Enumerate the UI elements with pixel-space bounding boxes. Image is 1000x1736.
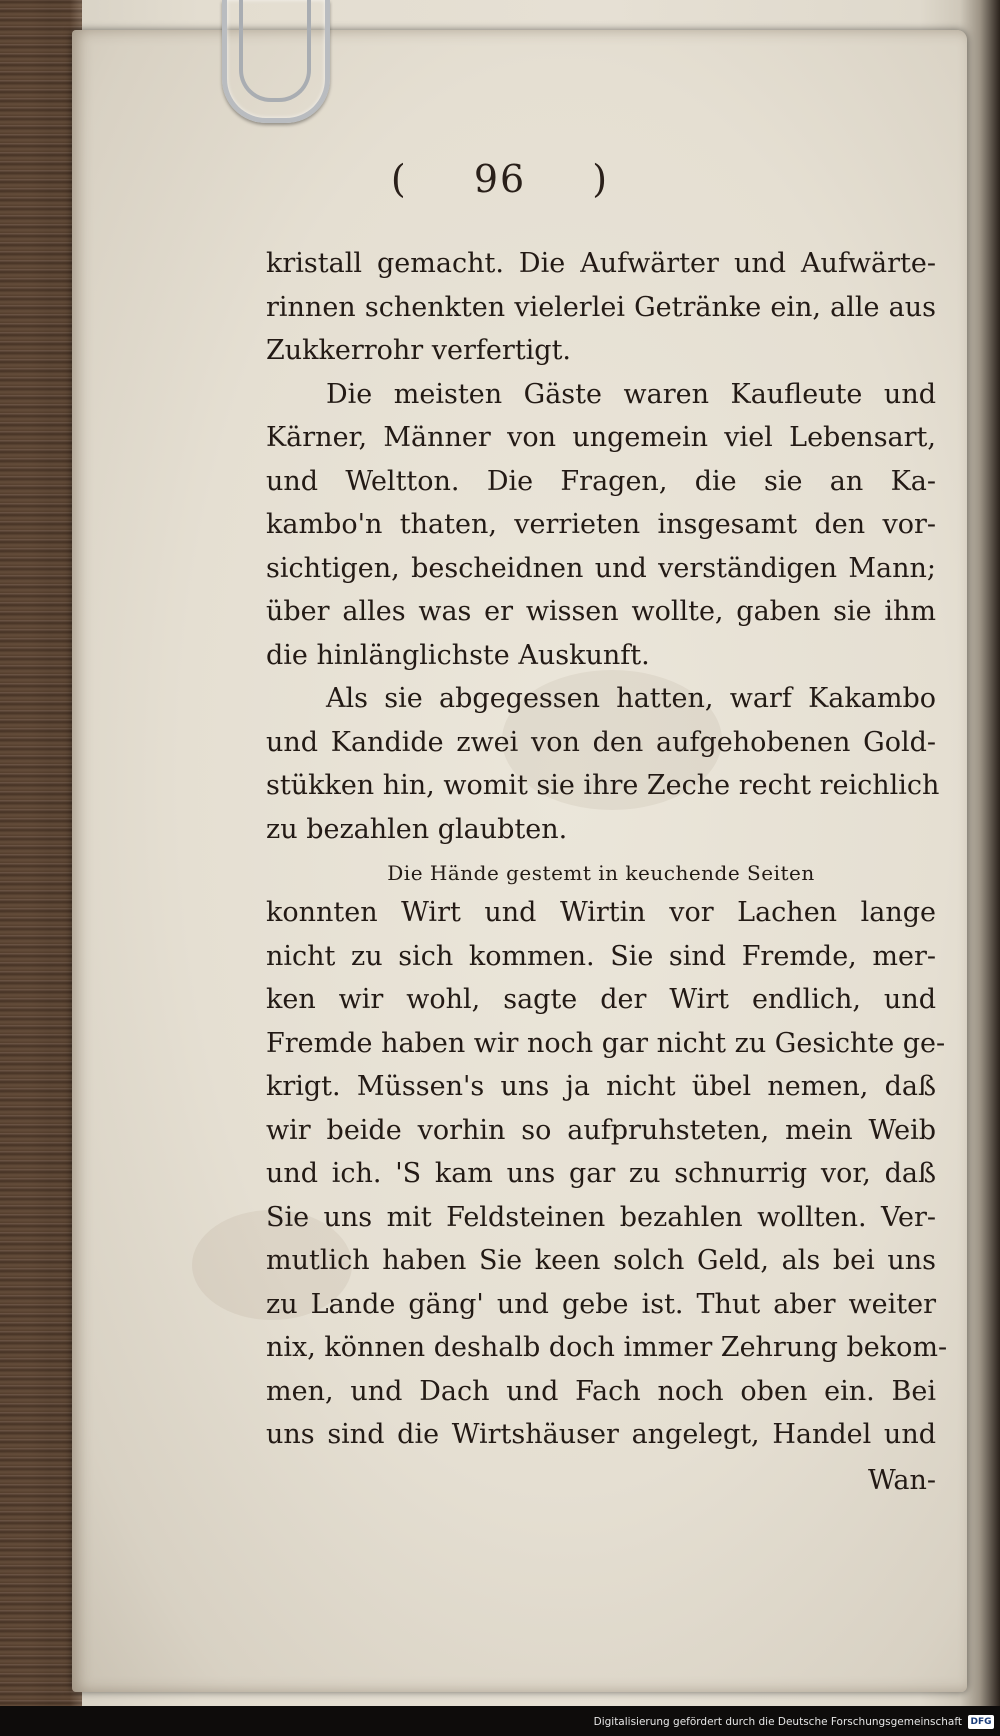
catchword: Wan- (867, 1464, 936, 1496)
text-line: krigt. Müssen's uns ja nicht übel nemen, daß (266, 1071, 936, 1102)
text-line: nix, können deshalb doch immer Zehrung bekom- (266, 1332, 948, 1363)
text-line: stükken hin, womit sie ihre Zeche recht reichlich (266, 770, 940, 801)
text-line: kambo'n thaten, verrieten insgesamt den vor- (266, 509, 936, 540)
text-line: und Weltton. Die Fragen, die sie an Ka- (266, 465, 936, 497)
verse-line: Die Hände gestemt in keuchende Seiten (387, 861, 815, 885)
text-line: wir beide vorhin so aufpruhsteten, mein Weib (266, 1114, 936, 1146)
text-line: Fremde haben wir noch gar nicht zu Gesichte ge- (266, 1027, 946, 1059)
text-line: Kärner, Männer von ungemein viel Lebensart, (266, 422, 936, 453)
text-line: und ich. 'S kam uns gar zu schnurrig vor, daß (266, 1158, 936, 1189)
body-text (266, 242, 948, 1502)
text-line: die hinlänglichste Auskunft. (266, 639, 650, 671)
footer-bar (0, 1706, 1000, 1736)
text-line: ken wir wohl, sagte der Wirt endlich, und (266, 984, 936, 1015)
text-line: kristall gemacht. Die Aufwärter und Aufwärte- (266, 248, 936, 279)
text-line: konnten Wirt und Wirtin vor Lachen lange (266, 897, 936, 928)
book-page-edges (0, 0, 82, 1736)
page-number-value: 96 (473, 157, 527, 201)
text-line: men, und Dach und Fach noch oben ein. Bei (266, 1375, 936, 1407)
dfg-logo: DFG (968, 1715, 994, 1729)
text-line: Als sie abgegessen hatten, warf Kakambo (326, 683, 936, 714)
text-line: zu Lande gäng' und gebe ist. Thut aber weiter (266, 1288, 936, 1320)
text-line: über alles was er wissen wollte, gaben sie ihm (266, 596, 936, 627)
text-line: mutlich haben Sie keen solch Geld, als bei uns (266, 1245, 936, 1276)
text-line: Zukkerrohr verfertigt. (266, 335, 572, 366)
text-line: und Kandide zwei von den aufgehobenen Gold- (266, 726, 936, 758)
paren-close: ) (592, 157, 610, 201)
text-line: zu bezahlen glaubten. (266, 813, 568, 845)
text-line: nicht zu sich kommen. Sie sind Fremde, mer- (266, 940, 936, 972)
digitization-credit: Digitalisierung gefördert durch die Deutsche Forschungsgemeinschaft (593, 1716, 962, 1728)
paper-clip (222, 0, 330, 123)
paren-open: ( (390, 157, 408, 201)
text-line: rinnen schenkten vielerlei Getränke ein, alle aus (266, 291, 936, 323)
page-number (0, 157, 1000, 201)
text-line: sichtigen, bescheidnen und verständigen Mann; (266, 552, 936, 584)
text-line: Sie uns mit Feldsteinen bezahlen wollten. Ver- (266, 1201, 936, 1233)
text-line: uns sind die Wirtshäuser angelegt, Handel und (266, 1419, 936, 1450)
text-line: Die meisten Gäste waren Kaufleute und (326, 378, 936, 410)
